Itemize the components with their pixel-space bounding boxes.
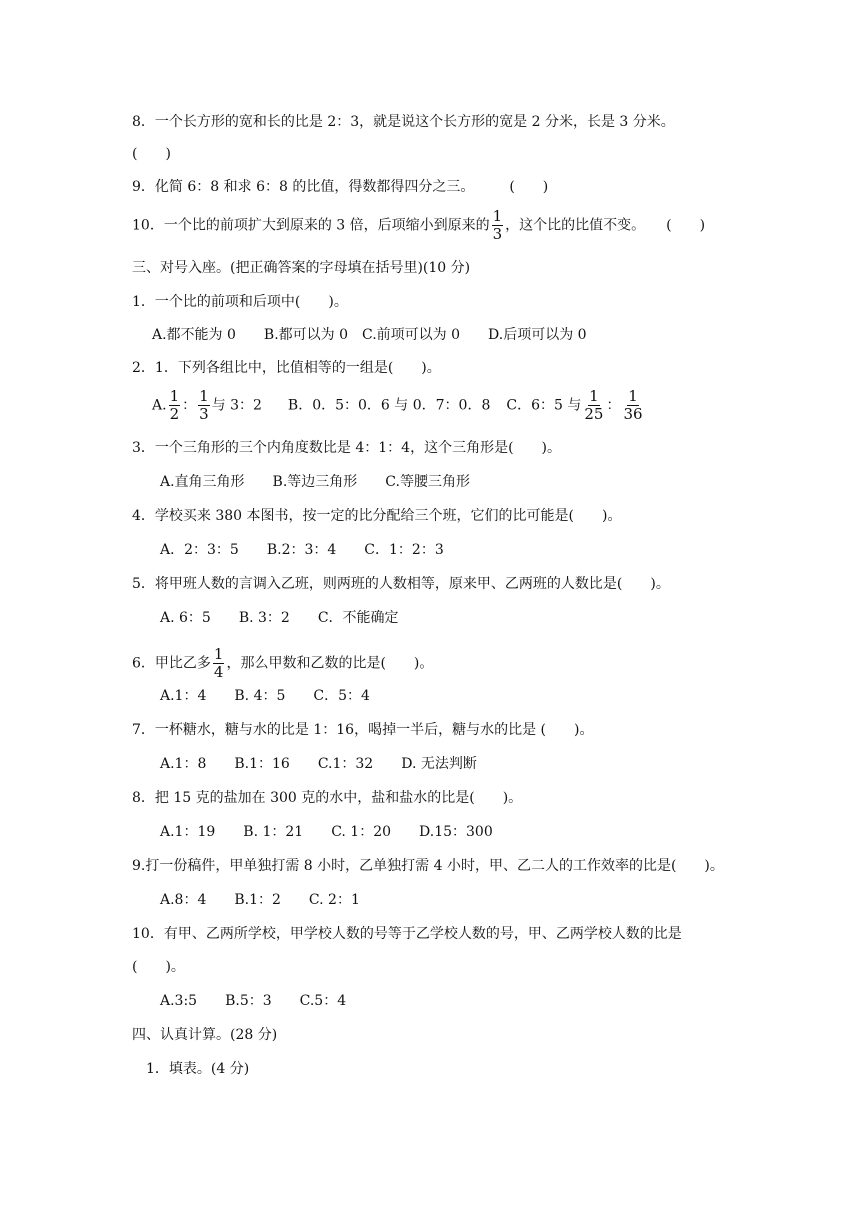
fraction <box>169 388 181 423</box>
colon: ： <box>182 397 197 414</box>
fraction-denominator: 3 <box>492 225 503 243</box>
s2-q8-line2: ( ) <box>132 146 171 162</box>
s3-q7: 7．一杯糖水，糖与水的比是 1：16，喝掉一半后，糖与水的比是 ( )。 <box>132 722 594 738</box>
fraction-numerator: 1 <box>213 645 224 663</box>
s3-q2-options <box>152 388 646 423</box>
fraction <box>198 388 210 423</box>
fraction-numerator: 1 <box>628 387 638 405</box>
s3-q5-options: A. 6：5 B. 3：2 C．不能确定 <box>160 610 399 626</box>
s2-q10-pre: 10．一个比的前项扩大到原来的 3 倍，后项缩小到原来的 <box>132 217 490 234</box>
s3-q1-options: A.都不能为 0 B.都可以为 0 C.前项可以为 0 D.后项可以为 0 <box>152 327 587 343</box>
s3-q6-post: ，那么甲数和乙数的比是( )。 <box>226 655 434 672</box>
fraction-denominator: 36 <box>623 405 643 423</box>
s3-q9-options: A.8：4 B.1：2 C. 2：1 <box>160 892 360 908</box>
s2-q10-post: ，这个比的比值不变。 ( ) <box>505 217 706 234</box>
option-b: B．0．5：0．6 与 0．7：0．8 <box>287 397 491 414</box>
fraction <box>492 208 504 243</box>
s3-q5: 5．将甲班人数的言调入乙班，则两班的人数相等，原来甲、乙两班的人数比是( )。 <box>132 576 670 592</box>
s3-q7-options: A.1：8 B.1：16 C.1：32 D. 无法判断 <box>160 756 477 772</box>
s3-q3-options: A.直角三角形 B.等边三角形 C.等腰三角形 <box>160 474 470 490</box>
section3-heading: 三、对号入座。(把正确答案的字母填在括号里)(10 分) <box>132 260 471 276</box>
fraction-denominator: 4 <box>213 663 224 681</box>
fraction <box>583 388 604 423</box>
s2-q9: 9．化简 6：8 和求 6：8 的比值，得数都得四分之三。 ( ) <box>132 179 549 195</box>
s3-q8-options: A.1：19 B. 1：21 C. 1：20 D.15：300 <box>160 824 493 840</box>
fraction-numerator: 1 <box>589 387 599 405</box>
s3-q1: 1．一个比的前项和后项中( )。 <box>132 294 348 310</box>
fraction <box>622 388 643 423</box>
colon: ： <box>606 397 621 414</box>
s3-q10-line2: ( )。 <box>132 959 185 975</box>
fraction-numerator: 1 <box>492 207 503 225</box>
fraction-numerator: 1 <box>169 387 180 405</box>
s3-q10-line1: 10．有甲、乙两所学校，甲学校人数的号等于乙学校人数的号，甲、乙两学校人数的比是 <box>132 926 682 942</box>
s2-q8-line1: 8．一个长方形的宽和长的比是 2：3，就是说这个长方形的宽是 2 分米，长是 3 分米。 <box>132 114 675 130</box>
s3-q9: 9.打一份稿件，甲单独打需 8 小时，乙单独打需 4 小时，甲、乙二人的工作效率的比是( )。 <box>132 858 724 874</box>
s3-q6-options: A.1：4 B. 4：5 C．5：4 <box>160 688 370 704</box>
s3-q6 <box>132 646 433 681</box>
s3-q8: 8．把 15 克的盐加在 300 克的水中，盐和盐水的比是( )。 <box>132 790 523 806</box>
s2-q10 <box>132 208 705 243</box>
fraction <box>213 646 225 681</box>
section4-heading: 四、认真计算。(28 分) <box>132 1027 278 1043</box>
s3-q3: 3．一个三角形的三个内角度数比是 4：1：4，这个三角形是( )。 <box>132 440 562 456</box>
option-c-label: C．6：5 与 <box>506 397 582 414</box>
fraction-denominator: 3 <box>199 405 209 423</box>
s3-q4: 4．学校买来 380 本图书，按一定的比分配给三个班，它们的比可能是( )。 <box>132 508 622 524</box>
fraction-numerator: 1 <box>199 387 209 405</box>
option-a-label: A. <box>152 397 167 414</box>
s3-q10-options: A.3:5 B.5：3 C.5：4 <box>160 993 347 1009</box>
option-a-tail: 与 3：2 <box>211 397 262 414</box>
s4-q1: 1．填表。(4 分) <box>146 1061 250 1077</box>
s3-q2: 2．1．下列各组比中，比值相等的一组是( )。 <box>132 360 441 376</box>
fraction-denominator: 2 <box>169 405 180 423</box>
fraction-denominator: 25 <box>584 405 604 423</box>
s3-q6-pre: 6．甲比乙多 <box>132 655 211 672</box>
s3-q4-options: A．2：3：5 B.2：3：4 C．1：2：3 <box>160 542 444 558</box>
